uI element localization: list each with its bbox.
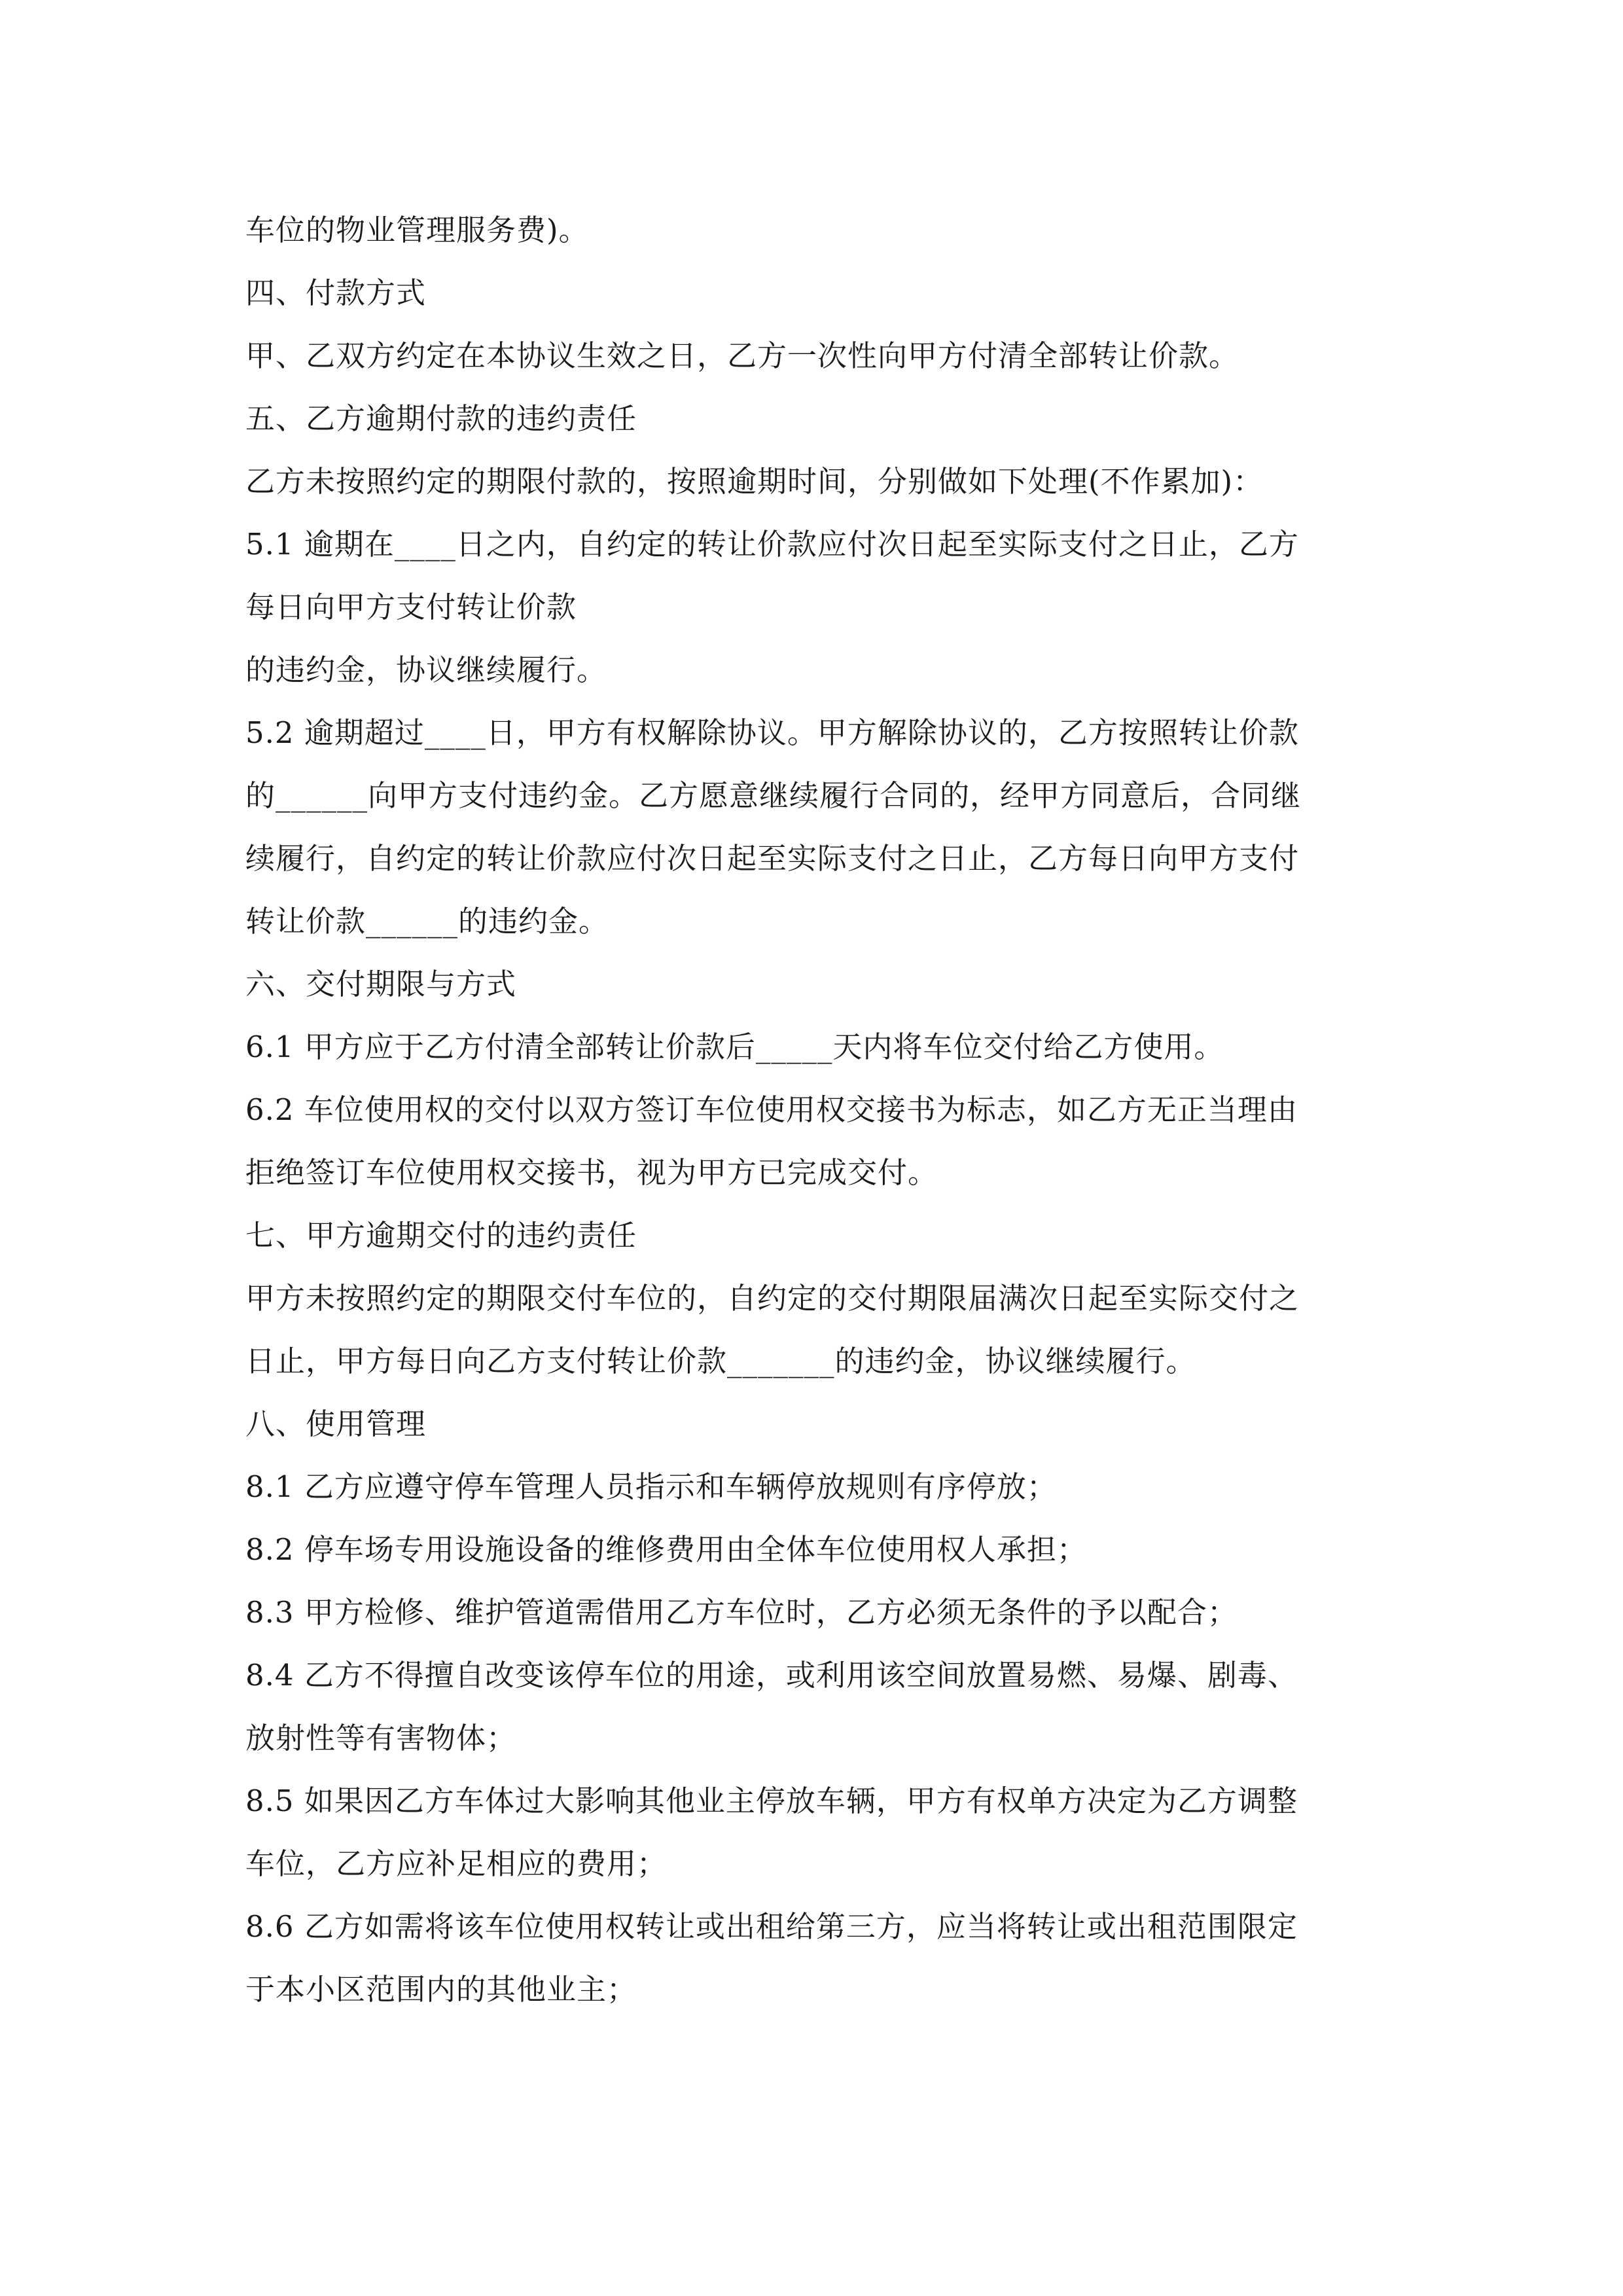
paragraph-line: 于本小区范围内的其他业主； xyxy=(245,1972,637,2007)
paragraph-line: 甲、乙双方约定在本协议生效之日，乙方一次性向甲方付清全部转让价款。 xyxy=(245,338,1240,373)
section-heading-5: 五、乙方逾期付款的违约责任 xyxy=(245,401,637,436)
clause-6-1: 6.1 甲方应于乙方付清全部转让价款后_____天内将车位交付给乙方使用。 xyxy=(245,1030,1224,1064)
clause-5-1: 5.1 逾期在____日之内，自约定的转让价款应付次日起至实际支付之日止，乙方 xyxy=(245,527,1299,562)
clause-6-2: 6.2 车位使用权的交付以双方签订车位使用权交接书为标志，如乙方无正当理由 xyxy=(245,1092,1298,1127)
paragraph-line: 车位，乙方应补足相应的费用； xyxy=(245,1846,668,1881)
paragraph-line: 甲方未按照约定的期限交付车位的，自约定的交付期限届满次日起至实际交付之 xyxy=(245,1281,1300,1316)
section-heading-4: 四、付款方式 xyxy=(245,276,427,310)
section-heading-7: 七、甲方逾期交付的违约责任 xyxy=(245,1218,637,1253)
text-line-continuation: 车位的物业管理服务费)。 xyxy=(245,213,589,247)
paragraph-line: 的违约金，协议继续履行。 xyxy=(245,653,607,687)
clause-8-1: 8.1 乙方应遵守停车管理人员指示和车辆停放规则有序停放； xyxy=(245,1469,1057,1504)
clause-8-6: 8.6 乙方如需将该车位使用权转让或出租给第三方，应当将转让或出租范围限定 xyxy=(245,1909,1298,1944)
paragraph-line: 续履行，自约定的转让价款应付次日起至实际支付之日止，乙方每日向甲方支付 xyxy=(245,841,1300,876)
clause-5-2: 5.2 逾期超过____日，甲方有权解除协议。甲方解除协议的，乙方按照转让价款 xyxy=(245,715,1299,750)
paragraph-line: 乙方未按照约定的期限付款的，按照逾期时间，分别做如下处理(不作累加)： xyxy=(245,464,1264,499)
paragraph-line: 放射性等有害物体； xyxy=(245,1721,517,1755)
section-heading-8: 八、使用管理 xyxy=(245,1407,427,1441)
paragraph-line: 日止，甲方每日向乙方支付转让价款_______的违约金，协议继续履行。 xyxy=(245,1344,1196,1378)
paragraph-line: 拒绝签订车位使用权交接书，视为甲方已完成交付。 xyxy=(245,1155,938,1190)
section-heading-6: 六、交付期限与方式 xyxy=(245,967,517,1001)
clause-8-4: 8.4 乙方不得擅自改变该停车位的用途，或利用该空间放置易燃、易爆、剧毒、 xyxy=(245,1658,1298,1693)
clause-8-2: 8.2 停车场专用设施设备的维修费用由全体车位使用权人承担； xyxy=(245,1532,1087,1567)
paragraph-line: 的______向甲方支付违约金。乙方愿意继续履行合同的，经甲方同意后，合同继 xyxy=(245,778,1302,813)
paragraph-line: 每日向甲方支付转让价款 xyxy=(245,590,577,624)
clause-8-5: 8.5 如果因乙方车体过大影响其他业主停放车辆，甲方有权单方决定为乙方调整 xyxy=(245,1784,1298,1818)
paragraph-line: 转让价款______的违约金。 xyxy=(245,904,609,939)
clause-8-3: 8.3 甲方检修、维护管道需借用乙方车位时，乙方必须无条件的予以配合； xyxy=(245,1595,1238,1630)
